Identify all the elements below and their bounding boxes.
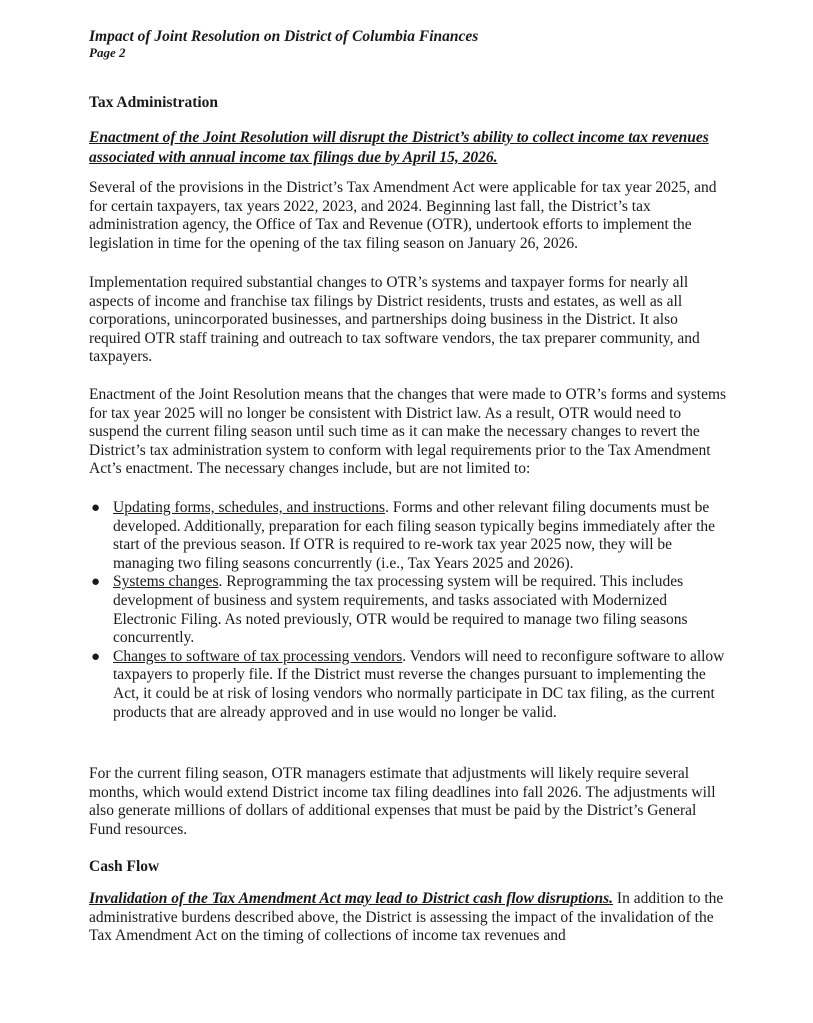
paragraph-filing-season-estimate: For the current filing season, OTR managers estimate that adjustments will likely require several months, which would extend District income tax filing deadlines into fall 2026. The adjustments will also generate millions of dollars of additional expenses that must be paid by the District’s General Fund resources. [89, 765, 716, 838]
list-item-term: Changes to software of tax processing vendors [113, 647, 403, 665]
paragraph-implementation: Implementation required substantial changes to OTR’s systems and taxpayer forms for nearly all aspects of income and franchise tax filings by District residents, trusts and estates, as well as all corporations, unincorporated businesses, and partnerships doing business in the District. It also required OTR staff training and outreach to tax software vendors, the tax preparer community, and taxpayers. [89, 274, 700, 366]
paragraph-enactment-consequences: Enactment of the Joint Resolution means that the changes that were made to OTR’s forms and systems for tax year 2025 will no longer be consistent with District law. As a result, OTR would need to suspend the current filing season until such time as it can make the necessary changes to revert the District’s tax administration system to conform with legal requirements prior to the Tax Amendment Act’s enactment. The necessary changes include, but are not limited to: [89, 386, 727, 478]
document-page [89, 28, 729, 945]
running-header [89, 28, 729, 60]
bullet-icon: ● [91, 574, 101, 591]
cash-flow-text: In addition to the administrative burdens described above, the District is assessing the impact of the invalidation of the Tax Amendment Act on the timing of collections of income tax revenues and [89, 890, 724, 945]
necessary-changes-list [89, 499, 729, 722]
section-lead-tax-administration: Enactment of the Joint Resolution will disrupt the District’s ability to collect income tax revenues associated with annual income tax filings due by April 15, 2026. [89, 129, 709, 166]
section-heading-cash-flow: Cash Flow [89, 858, 160, 875]
list-item [89, 648, 729, 722]
bullet-icon: ● [91, 500, 101, 516]
paragraph-cash-flow [89, 890, 729, 946]
list-item-text: . Reprogramming the tax processing system will be required. This includes development of business and system requirements, and tasks associated with Modernized Electronic Filing. As noted previously, OTR would be required to manage two filing seasons concurrently. [113, 573, 688, 647]
list-item-text: . Forms and other relevant filing documents must be developed. Additionally, preparation for each filing season typically begins immediately after the start of the previous season. If OTR is required to re-work tax year 2025 now, they will be managing two filing seasons concurrently (i.e., Tax Years 2025 and 2026). [113, 499, 716, 572]
list-item-term: Updating forms, schedules, and instructions [113, 499, 386, 516]
bullet-icon: ● [91, 648, 101, 665]
paragraph-tax-amendment-provisions: Several of the provisions in the District’s Tax Amendment Act were applicable for tax year 2025, and for certain taxpayers, tax years 2022, 2023, and 2024. Beginning last fall, the District’s tax administration agency, the Office of Tax and Revenue (OTR), undertook efforts to implement the legislation in time for the opening of the tax filing season on January 26, 2026. [89, 179, 717, 252]
list-item [89, 499, 729, 573]
page-number: Page 2 [89, 45, 126, 60]
list-item-text: . Vendors will need to reconfigure software to allow taxpayers to properly file. If the District must reverse the changes pursuant to implementing the Act, it could be at risk of losing vendors who normally participate in DC tax filing, as the current products that are already approved and in use would no longer be valid. [113, 647, 725, 721]
section-heading-tax-administration: Tax Administration [89, 94, 219, 111]
list-item [89, 573, 729, 647]
section-lead-cash-flow: Invalidation of the Tax Amendment Act may lead to District cash flow disruptions. [89, 890, 614, 907]
list-item-term: Systems changes [113, 573, 219, 591]
document-title: Impact of Joint Resolution on District of Columbia Finances [89, 28, 479, 45]
